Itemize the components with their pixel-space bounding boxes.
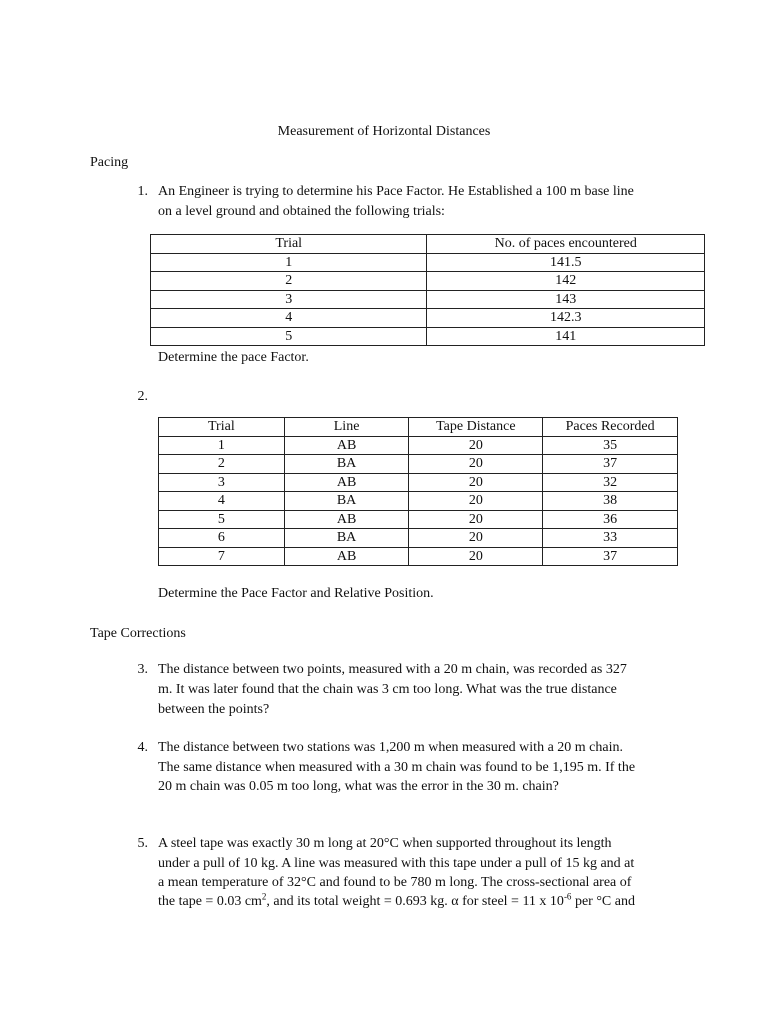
table-cell: BA bbox=[284, 529, 409, 548]
problem-number: 3. bbox=[137, 662, 148, 677]
problem-text: A steel tape was exactly 30 m long at 20°C when supported throughout its length bbox=[158, 836, 612, 851]
table-cell: 5 bbox=[159, 510, 285, 529]
table-cell: 5 bbox=[151, 327, 427, 346]
table-cell: BA bbox=[284, 455, 409, 474]
problem-text: An Engineer is trying to determine his Pace Factor. He Established a 100 m base line bbox=[158, 184, 634, 199]
problem-text: a mean temperature of 32°C and found to be 780 m long. The cross-sectional area of bbox=[158, 875, 632, 890]
table-row bbox=[151, 290, 705, 309]
problem-number: 1. bbox=[137, 184, 148, 199]
table-header: Tape Distance bbox=[409, 418, 543, 437]
problem-number: 2. bbox=[137, 389, 148, 404]
table-cell: 20 bbox=[409, 436, 543, 455]
table-cell: 20 bbox=[409, 492, 543, 511]
table-header-row bbox=[151, 235, 705, 254]
problem-text: The distance between two stations was 1,200 m when measured with a 20 m chain. bbox=[158, 740, 623, 755]
table-row bbox=[159, 492, 678, 511]
problem-text: The distance between two points, measured with a 20 m chain, was recorded as 327 bbox=[158, 662, 627, 677]
problem-text: on a level ground and obtained the following trials: bbox=[158, 204, 445, 219]
table-cell: 2 bbox=[159, 455, 285, 474]
table-row bbox=[159, 473, 678, 492]
problem-text: under a pull of 10 kg. A line was measured with this tape under a pull of 15 kg and at bbox=[158, 856, 635, 871]
table-header: Line bbox=[284, 418, 409, 437]
table-cell: 1 bbox=[159, 436, 285, 455]
table-row bbox=[159, 436, 678, 455]
table-cell: 37 bbox=[543, 455, 678, 474]
table-cell: 20 bbox=[409, 455, 543, 474]
superscript: -6 bbox=[563, 891, 572, 902]
table-cell: 3 bbox=[159, 473, 285, 492]
table-cell: AB bbox=[284, 436, 409, 455]
table-cell: 143 bbox=[427, 290, 705, 309]
table-cell: 20 bbox=[409, 473, 543, 492]
table-header-row bbox=[159, 418, 678, 437]
table-row bbox=[151, 327, 705, 346]
problem-question: Determine the Pace Factor and Relative Position. bbox=[158, 586, 434, 601]
pace-trials-table bbox=[150, 234, 705, 346]
problem-number: 4. bbox=[137, 740, 148, 755]
tape-trials-table bbox=[158, 417, 678, 566]
table-row bbox=[159, 510, 678, 529]
problem-text: 20 m chain was 0.05 m too long, what was the error in the 30 m. chain? bbox=[158, 779, 559, 794]
table-cell: AB bbox=[284, 510, 409, 529]
problem-text bbox=[158, 892, 635, 911]
table-cell: 1 bbox=[151, 253, 427, 272]
table-row bbox=[151, 272, 705, 291]
table-cell: 35 bbox=[543, 436, 678, 455]
table-cell: 4 bbox=[151, 309, 427, 328]
table-cell: 36 bbox=[543, 510, 678, 529]
table-cell: 37 bbox=[543, 547, 678, 566]
section-heading-tape-corrections: Tape Corrections bbox=[90, 626, 186, 641]
problem-text: between the points? bbox=[158, 702, 270, 717]
table-cell: 20 bbox=[409, 510, 543, 529]
table-cell: BA bbox=[284, 492, 409, 511]
table-cell: 142 bbox=[427, 272, 705, 291]
table-cell: 3 bbox=[151, 290, 427, 309]
table-row bbox=[151, 253, 705, 272]
table-cell: 4 bbox=[159, 492, 285, 511]
table-row bbox=[151, 309, 705, 328]
table-cell: 142.3 bbox=[427, 309, 705, 328]
table-cell: AB bbox=[284, 473, 409, 492]
text-segment: the tape = 0.03 cm bbox=[158, 894, 262, 909]
superscript: 2 bbox=[261, 891, 267, 902]
table-header: Trial bbox=[159, 418, 285, 437]
table-header: No. of paces encountered bbox=[427, 235, 705, 254]
table-cell: 38 bbox=[543, 492, 678, 511]
table-cell: 7 bbox=[159, 547, 285, 566]
table-cell: 20 bbox=[409, 529, 543, 548]
table-cell: 141.5 bbox=[427, 253, 705, 272]
table-cell: 6 bbox=[159, 529, 285, 548]
table-cell: 32 bbox=[543, 473, 678, 492]
table-cell: AB bbox=[284, 547, 409, 566]
table-header: Trial bbox=[151, 235, 427, 254]
table-header: Paces Recorded bbox=[543, 418, 678, 437]
problem-question: Determine the pace Factor. bbox=[158, 350, 309, 365]
problem-number: 5. bbox=[137, 836, 148, 851]
problem-text: The same distance when measured with a 30 m chain was found to be 1,195 m. If the bbox=[158, 760, 636, 775]
section-heading-pacing: Pacing bbox=[90, 155, 129, 170]
table-cell: 2 bbox=[151, 272, 427, 291]
table-row bbox=[159, 455, 678, 474]
table-row bbox=[159, 547, 678, 566]
problem-text: m. It was later found that the chain was 3 cm too long. What was the true distance bbox=[158, 682, 617, 697]
table-cell: 20 bbox=[409, 547, 543, 566]
text-segment: , and its total weight = 0.693 kg. α for steel = 11 x 10 bbox=[266, 894, 564, 909]
text-segment: per °C and bbox=[571, 894, 635, 909]
table-cell: 141 bbox=[427, 327, 705, 346]
table-row bbox=[159, 529, 678, 548]
page-title: Measurement of Horizontal Distances bbox=[277, 124, 491, 139]
table-cell: 33 bbox=[543, 529, 678, 548]
